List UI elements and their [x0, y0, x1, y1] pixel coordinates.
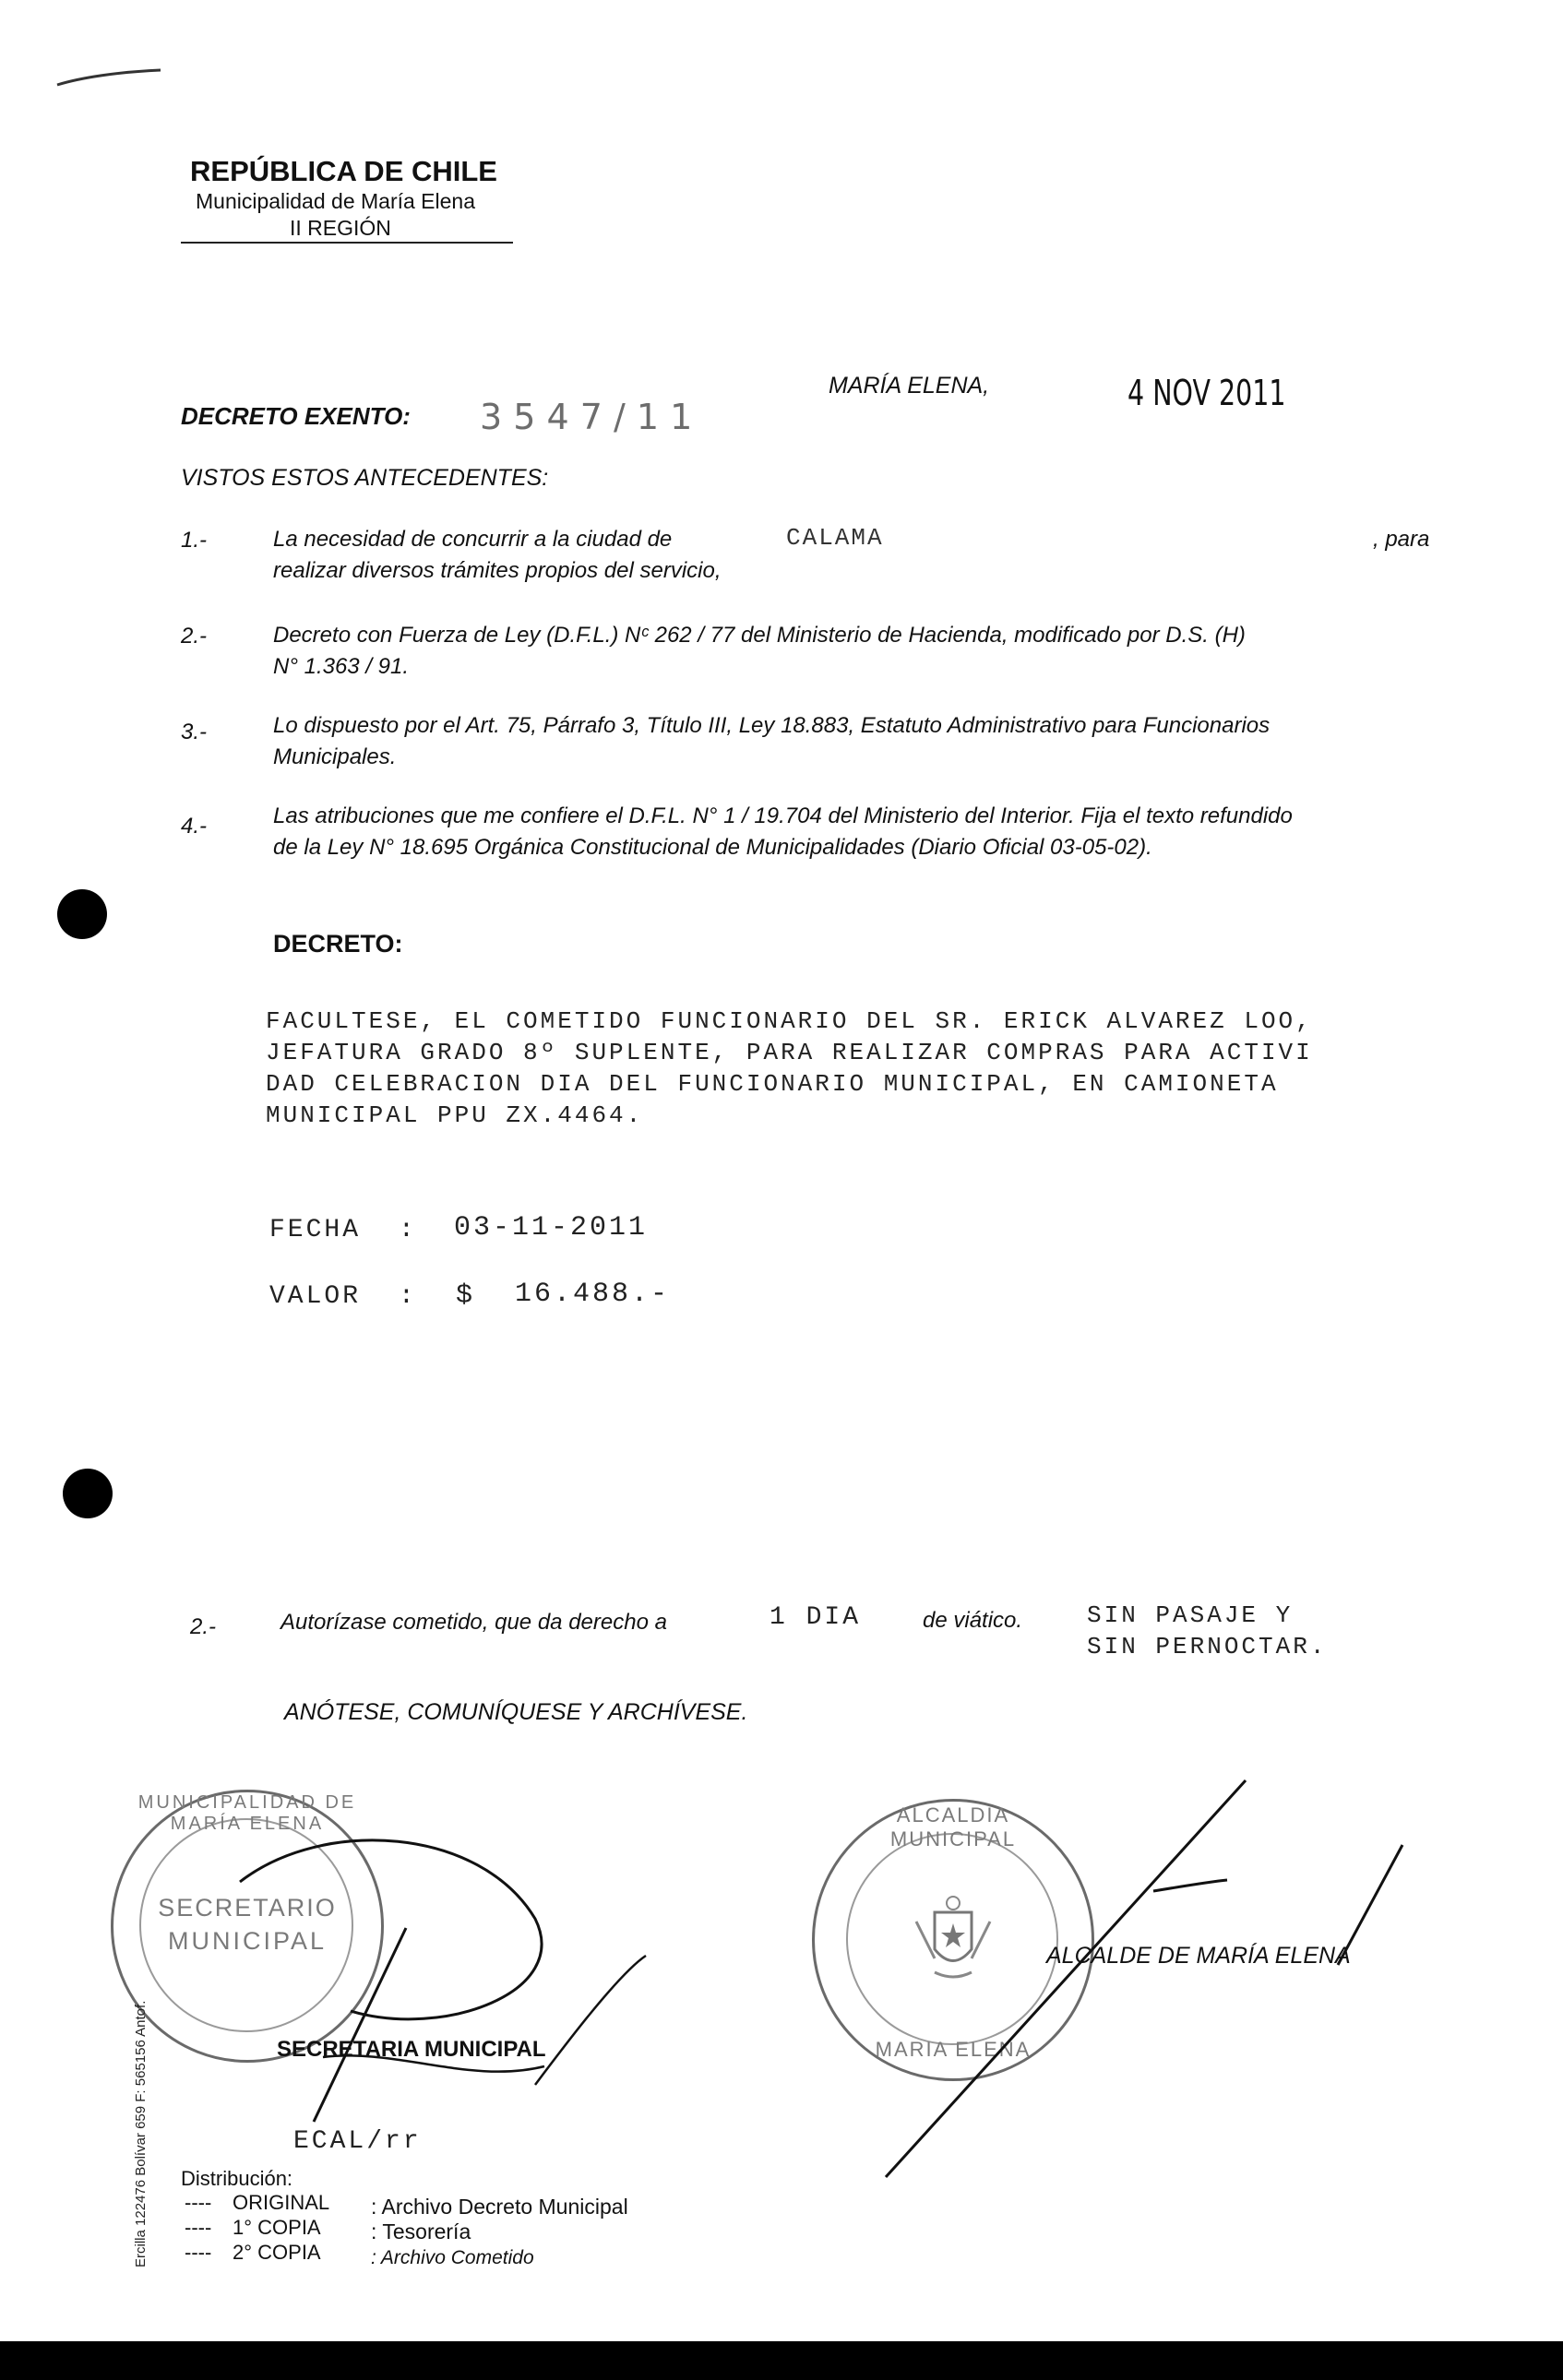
item2-note-2: SIN PERNOCTAR.: [1087, 1633, 1328, 1660]
antecedente-3-line1: Lo dispuesto por el Art. 75, Párrafo 3, Título III, Ley 18.883, Estatuto Administrativo para Funcionarios: [273, 713, 1271, 738]
printer-footer: Ercilla 122476 Bolívar 659 F: 565156 Antof.: [133, 2000, 149, 2267]
fecha-value: 03-11-2011: [454, 1212, 649, 1244]
closing-formula: ANÓTESE, COMUNÍQUESE Y ARCHÍVESE.: [284, 1699, 748, 1725]
punch-hole-top: [57, 889, 107, 939]
stamp-secretaria-center-1: SECRETARIO: [158, 1894, 337, 1922]
signature-secretaria: [212, 1808, 655, 2177]
decree-place: MARÍA ELENA,: [829, 373, 990, 399]
distribution-row-2-copy: 1° COPIA: [233, 2216, 321, 2239]
distribution-row-1-dest: : Archivo Decreto Municipal: [371, 2195, 628, 2219]
header-country: REPÚBLICA DE CHILE: [190, 155, 497, 187]
antecedente-1-line2: realizar diversos trámites propios del servicio,: [273, 558, 722, 583]
decree-label: DECRETO EXENTO:: [181, 402, 411, 430]
typed-body-line-1: FACULTESE, EL COMETIDO FUNCIONARIO DEL SR. ERICK ALVAREZ LOO,: [266, 1007, 1313, 1035]
distribution-row-2-dash: ----: [185, 2216, 212, 2239]
item2-days: 1 DIA: [770, 1603, 862, 1632]
valor-label: VALOR: [269, 1282, 362, 1311]
distribution-row-3-dash: ----: [185, 2241, 212, 2264]
punch-hole-bottom: [63, 1469, 113, 1518]
decree-number: 3 5 4 7 / 1 1: [480, 397, 693, 437]
antecedente-1-suffix: , para: [1373, 527, 1430, 552]
item2-note-1: SIN PASAJE Y: [1087, 1601, 1294, 1629]
initials: ECAL/rr: [293, 2127, 422, 2156]
typed-body-line-3: DAD CELEBRACION DIA DEL FUNCIONARIO MUNICIPAL, EN CAMIONETA: [266, 1070, 1279, 1098]
valor-currency: $: [456, 1280, 476, 1312]
antecedente-4-num: 4.-: [181, 814, 208, 839]
decreto-title: DECRETO:: [273, 930, 403, 958]
stamp-alcaldia-ring-bottom: MARIA ELENA: [875, 2038, 1032, 2061]
distribution-title: Distribución:: [181, 2167, 293, 2190]
fecha-label: FECHA: [269, 1216, 362, 1244]
antecedente-1-prefix: La necesidad de concurrir a la ciudad de: [273, 527, 673, 552]
fecha-sep: :: [399, 1216, 417, 1244]
stamp-alcaldia-ring-top: ALCALDIA MUNICIPAL: [889, 1803, 1017, 1850]
valor-sep: :: [399, 1282, 417, 1311]
distribution-row-2-dest: : Tesorería: [371, 2219, 471, 2243]
scan-corner-mark: [54, 65, 164, 87]
antecedente-3-line2: Municipales.: [273, 744, 397, 769]
signatory-secretaria: SECRETARIA MUNICIPAL: [277, 2037, 546, 2062]
antecedente-1-num: 1.-: [181, 528, 208, 553]
item2-viatico: de viático.: [923, 1608, 1023, 1633]
header-underline: [181, 242, 513, 244]
vistos-title: VISTOS ESTOS ANTECEDENTES:: [181, 465, 549, 491]
signature-alcalde: [849, 1771, 1421, 2196]
valor-value: 16.488.-: [515, 1279, 671, 1310]
antecedente-3-num: 3.-: [181, 720, 208, 744]
signatory-alcalde: ALCALDE DE MARÍA ELENA: [1046, 1943, 1351, 1969]
antecedente-4-line1: Las atribuciones que me confiere el D.F.L. N° 1 / 19.704 del Ministerio del Interior. Fija el texto refundido: [273, 803, 1293, 828]
stamp-secretaria-center-2: MUNICIPAL: [167, 1927, 328, 1955]
typed-body-line-4: MUNICIPAL PPU ZX.4464.: [266, 1101, 644, 1129]
antecedente-1-city: CALAMA: [786, 524, 884, 552]
decree-date-stamp: 4 NOV 2011: [1128, 373, 1286, 413]
antecedente-2-line1: Decreto con Fuerza de Ley (D.F.L.) Nᶜ 262 / 77 del Ministerio de Hacienda, modificado por D.S. (H): [273, 623, 1246, 648]
header-region: II REGIÓN: [290, 216, 391, 240]
scan-border-bottom: [0, 2341, 1563, 2380]
header-municipality: Municipalidad de María Elena: [196, 189, 476, 213]
distribution-row-1-copy: ORIGINAL: [233, 2191, 330, 2214]
typed-body-line-2: JEFATURA GRADO 8º SUPLENTE, PARA REALIZAR COMPRAS PARA ACTIVI: [266, 1039, 1313, 1066]
antecedente-2-num: 2.-: [181, 624, 208, 649]
antecedente-2-line2: N° 1.363 / 91.: [273, 654, 410, 679]
antecedente-4-line2: de la Ley N° 18.695 Orgánica Constitucional de Municipalidades (Diario Oficial 03-05-02).: [273, 835, 1152, 860]
distribution-row-1-dash: ----: [185, 2191, 212, 2214]
distribution-row-3-dest: : Archivo Cometido: [371, 2247, 534, 2268]
stamp-secretaria-ring-text: MUNICIPALIDAD DE MARÍA ELENA: [137, 1792, 357, 1834]
distribution-row-3-copy: 2° COPIA: [233, 2241, 321, 2264]
item2-text: Autorízase cometido, que da derecho a: [280, 1610, 667, 1635]
item2-num: 2.-: [190, 1614, 217, 1639]
